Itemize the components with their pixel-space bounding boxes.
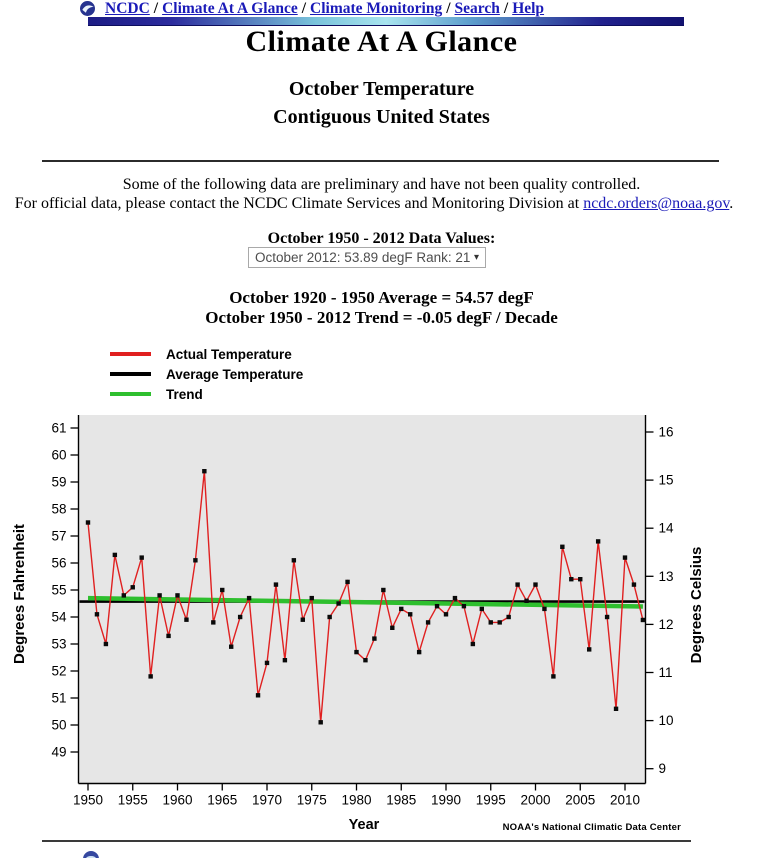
nav-separator: / <box>301 0 307 17</box>
data-point-marker <box>211 620 215 624</box>
data-point-marker <box>578 577 582 581</box>
divider <box>42 840 691 842</box>
top-navigation <box>80 0 548 18</box>
data-point-marker <box>614 707 618 711</box>
data-point-marker <box>453 596 457 600</box>
year-tick-label: 1950 <box>72 792 104 808</box>
data-point-marker <box>274 582 278 586</box>
legend-label-actual: Actual Temperature <box>166 346 292 362</box>
c-tick-label: 16 <box>658 424 674 440</box>
data-point-marker <box>506 615 510 619</box>
f-tick-label: 51 <box>51 690 67 706</box>
notice-line-2 <box>0 195 763 213</box>
page-title: Climate At A Glance <box>245 25 518 58</box>
data-point-marker <box>131 585 135 589</box>
data-point-marker <box>319 720 323 724</box>
data-point-marker <box>498 620 502 624</box>
nav-link-climate-at-a-glance[interactable]: Climate At A Glance <box>162 0 298 17</box>
notice-line-2-period: . <box>729 195 734 212</box>
chart-legend <box>110 344 303 404</box>
data-point-marker <box>327 615 331 619</box>
x-axis-title: Year <box>348 817 380 833</box>
f-tick-label: 49 <box>51 744 67 760</box>
chart-average-line-text: October 1920 - 1950 Average = 54.57 degF <box>229 288 534 307</box>
data-point-marker <box>238 615 242 619</box>
data-point-marker <box>104 642 108 646</box>
c-tick-label: 15 <box>658 472 674 488</box>
data-point-marker <box>372 636 376 640</box>
data-point-marker <box>399 607 403 611</box>
data-point-marker <box>623 555 627 559</box>
noaa-logo-icon-bottom[interactable] <box>83 851 99 858</box>
legend-swatch-actual <box>110 352 151 356</box>
divider <box>42 160 719 162</box>
data-point-marker <box>596 539 600 543</box>
f-tick-label: 57 <box>51 528 67 544</box>
year-tick-label: 2010 <box>609 792 641 808</box>
data-point-marker <box>515 582 519 586</box>
f-tick-label: 56 <box>51 555 67 571</box>
data-point-marker <box>444 612 448 616</box>
data-point-marker <box>95 612 99 616</box>
data-point-marker <box>480 607 484 611</box>
f-tick-label: 58 <box>51 501 67 517</box>
data-point-marker <box>122 593 126 597</box>
subtitle-month: October Temperature <box>288 78 475 100</box>
nav-separator: / <box>503 0 509 17</box>
data-point-marker <box>220 588 224 592</box>
nav-separator: / <box>446 0 451 17</box>
legend-item-trend <box>110 384 303 404</box>
data-point-marker <box>283 658 287 662</box>
legend-swatch-trend <box>110 392 151 396</box>
year-tick-label: 2000 <box>520 792 551 808</box>
year-tick-label: 2005 <box>565 792 596 808</box>
data-point-marker <box>632 582 636 586</box>
data-point-marker <box>184 618 188 622</box>
data-point-marker <box>301 618 305 622</box>
dropdown-selected-value: October 2012: 53.89 degF Rank: 21 <box>255 250 471 265</box>
f-tick-label: 55 <box>51 582 67 598</box>
subtitle-region: Contiguous United States <box>273 106 490 128</box>
legend-swatch-average <box>110 372 151 376</box>
data-point-marker <box>157 593 161 597</box>
temperature-chart <box>0 405 763 838</box>
c-tick-label: 12 <box>658 616 674 632</box>
data-point-marker <box>86 520 90 524</box>
data-point-marker <box>381 588 385 592</box>
nav-link-ncdc[interactable]: NCDC <box>105 0 150 17</box>
year-tick-label: 1980 <box>341 792 372 808</box>
notice-line-1: Some of the following data are preliminary and have not been quality controlled. <box>122 176 641 193</box>
c-tick-label: 14 <box>658 520 674 536</box>
data-point-marker <box>354 650 358 654</box>
data-point-marker <box>336 601 340 605</box>
year-tick-label: 1970 <box>251 792 283 808</box>
legend-item-actual <box>110 344 303 364</box>
data-point-marker <box>605 615 609 619</box>
f-tick-label: 53 <box>51 636 67 652</box>
data-point-marker <box>256 693 260 697</box>
data-point-marker <box>175 593 179 597</box>
data-point-marker <box>140 555 144 559</box>
y-axis-title-right: Degrees Celsius <box>688 546 705 664</box>
year-tick-label: 1965 <box>207 792 238 808</box>
data-point-marker <box>229 645 233 649</box>
data-point-marker <box>524 599 528 603</box>
data-point-marker <box>489 620 493 624</box>
data-point-marker <box>542 607 546 611</box>
data-point-marker <box>551 674 555 678</box>
c-tick-label: 11 <box>658 665 673 680</box>
nav-separator: / <box>153 0 159 17</box>
data-point-marker <box>166 634 170 638</box>
data-point-marker <box>363 658 367 662</box>
nav-link-search[interactable]: Search <box>454 0 500 17</box>
c-tick-label: 9 <box>658 761 667 777</box>
y-axis-title-left: Degrees Fahrenheit <box>11 523 28 665</box>
data-values-dropdown[interactable] <box>248 247 486 268</box>
data-point-marker <box>113 553 117 557</box>
f-tick-label: 61 <box>51 420 67 436</box>
data-point-marker <box>310 596 314 600</box>
data-point-marker <box>265 661 269 665</box>
c-tick-label: 13 <box>658 568 674 584</box>
data-point-marker <box>247 596 251 600</box>
f-tick-label: 59 <box>51 474 67 490</box>
legend-label-trend: Trend <box>166 386 203 402</box>
data-point-marker <box>408 612 412 616</box>
year-tick-label: 1955 <box>117 792 148 808</box>
f-tick-label: 54 <box>51 609 67 625</box>
nav-link-help[interactable]: Help <box>512 0 545 17</box>
nav-link-climate-monitoring[interactable]: Climate Monitoring <box>310 0 443 17</box>
data-point-marker <box>462 604 466 608</box>
data-point-marker <box>533 582 537 586</box>
noaa-logo-icon[interactable] <box>80 1 95 16</box>
data-point-marker <box>471 642 475 646</box>
notice-line-2-text: For official data, please contact the NCDC Climate Services and Monitoring Division at <box>14 195 584 212</box>
data-point-marker <box>569 577 573 581</box>
data-point-marker <box>417 650 421 654</box>
f-tick-label: 52 <box>51 663 67 679</box>
email-link[interactable]: ncdc.orders@noaa.gov <box>583 195 730 212</box>
data-point-marker <box>560 545 564 549</box>
data-point-marker <box>587 647 591 651</box>
data-point-marker <box>202 469 206 473</box>
credit-text: NOAA's National Climatic Data Center <box>502 822 681 833</box>
year-tick-label: 1985 <box>386 792 417 808</box>
c-tick-label: 10 <box>658 713 674 729</box>
f-tick-label: 50 <box>51 717 67 733</box>
chart-trend-line-text: October 1950 - 2012 Trend = -0.05 degF / Decade <box>205 308 558 327</box>
year-tick-label: 1975 <box>296 792 327 808</box>
data-point-marker <box>426 620 430 624</box>
dropdown-arrow-icon: ▾ <box>473 252 479 263</box>
year-tick-label: 1960 <box>162 792 193 808</box>
f-tick-label: 60 <box>51 447 67 463</box>
year-tick-label: 1990 <box>430 792 462 808</box>
data-point-marker <box>345 580 349 584</box>
data-point-marker <box>435 604 439 608</box>
data-point-marker <box>641 618 645 622</box>
data-point-marker <box>148 674 152 678</box>
legend-label-average: Average Temperature <box>166 366 304 382</box>
data-point-marker <box>292 558 296 562</box>
data-values-heading: October 1950 - 2012 Data Values: <box>267 230 496 247</box>
legend-item-average <box>110 364 303 384</box>
data-point-marker <box>193 558 197 562</box>
data-point-marker <box>390 626 394 630</box>
year-tick-label: 1995 <box>475 792 506 808</box>
